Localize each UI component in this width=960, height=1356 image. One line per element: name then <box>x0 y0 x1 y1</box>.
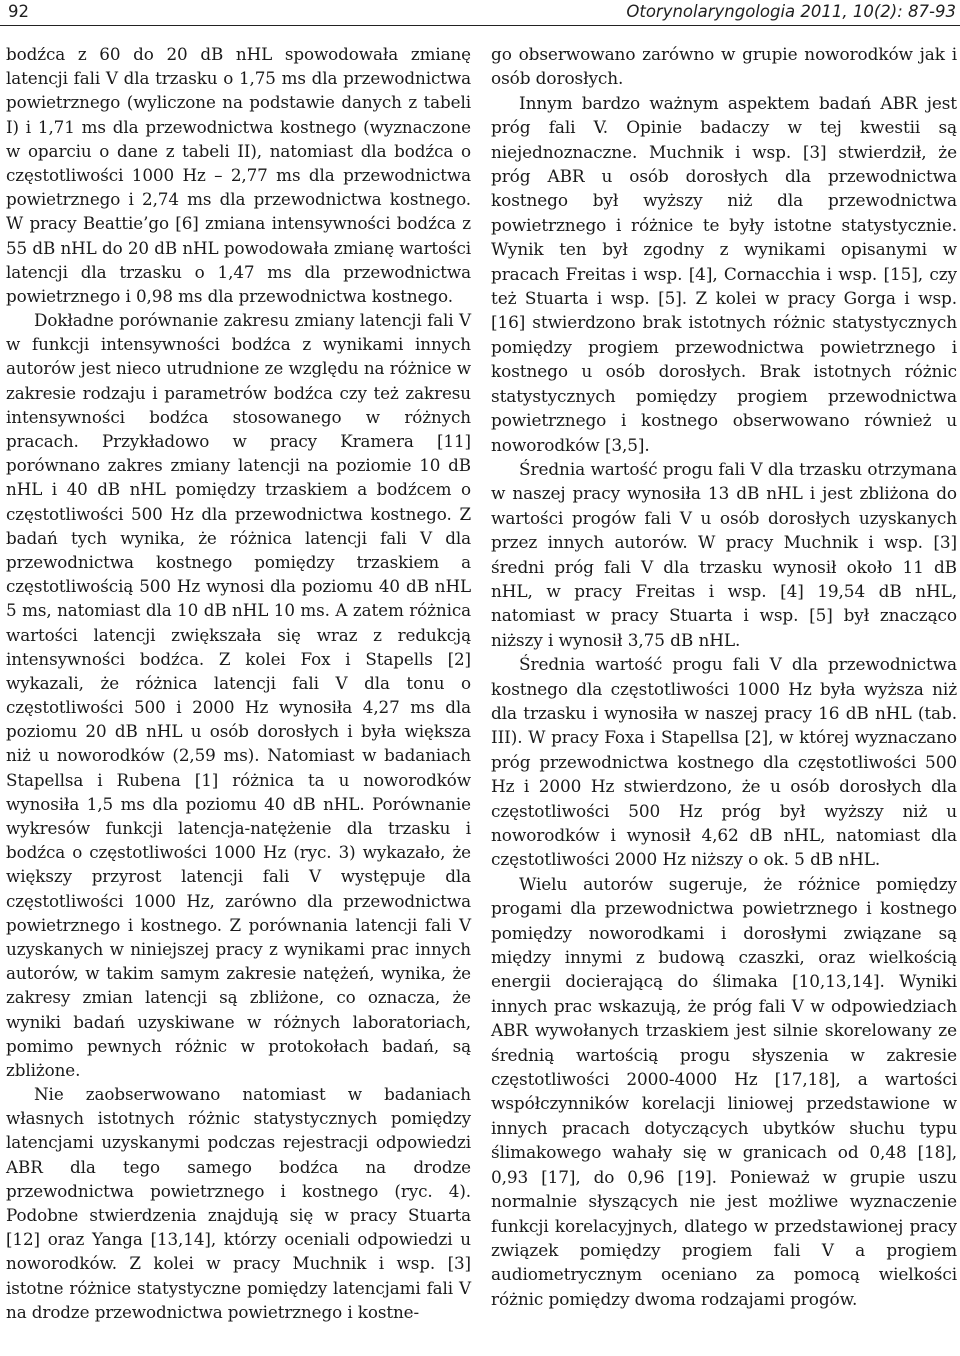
right-column <box>491 42 957 1311</box>
paragraph: Średnia wartość progu fali V dla przewodnictwa kostnego dla częstotliwości 1000 Hz była wyższa niż dla trzasku i wynosiła w naszej pracy 16 dB nHL (tab. III). W pracy Foxa i Stapellsa [2], w której wyznaczano próg przewodnictwa kostnego dla częstotliwości 500 Hz i 2000 Hz stwierdzono, że u osób dorosłych dla częstotliwości 500 Hz próg był wyższy niż u noworodków i wynosił 4,62 dB nHL, natomiast dla częstotliwości 2000 Hz niższy o ok. 5 dB nHL. <box>491 654 957 870</box>
left-column <box>6 42 471 1324</box>
paragraph: Nie zaobserwowano natomiast w badaniach własnych istotnych różnic statystycznych pomiędzy latencjami uzyskanymi podczas rejestracji odpowiedzi ABR dla tego samego bodźca na drodze przewodnictwa powietrznego i kostnego (ryc. 4). Podobne stwierdzenia znajdują się w pracy Stuarta [12] oraz Yanga [13,14], którzy oceniali odpowiedzi u noworodków. Z kolei w pracy Muchnik i wsp. [3] istotne różnice statystyczne pomiędzy latencjami fali V na drodze przewodnictwa powietrznego i kostne- <box>6 1084 471 1322</box>
paragraph: Dokładne porównanie zakresu zmiany latencji fali V w funkcji intensywności bodźca z wynikami innych autorów jest nieco utrudnione ze względu na różnice w zakresie rodzaju i parametrów bodźca czy też zakresu intensywności bodźca stosowanego w różnych pracach. Przykładowo w pracy Kramera [11] porównano zakres zmiany latencji na poziomie 10 dB nHL i 40 dB nHL pomiędzy trzaskiem a bodźcem o częstotliwości 500 Hz dla przewodnictwa kostnego. Z badań tych wynika, że różnica latencji fali V dla przewodnictwa kostnego pomiędzy trzaskiem a częstotliwością 500 Hz wynosi dla poziomu 40 dB nHL 5 ms, natomiast dla 10 dB nHL 10 ms. A zatem różnica wartości latencji zwiększała się wraz z redukcją intensywności bodźca. Z kolei Fox i Stapells [2] wykazali, że różnica latencji fali V dla tonu o częstotliwości 500 i 2000 Hz wynosiła 4,27 ms dla poziomu 20 dB nHL u osób dorosłych i była większa niż u noworodków (2,59 ms). Natomiast w badaniach Stapellsa i Rubena [1] różnica ta u noworodków wynosiła 1,5 ms dla poziomu 40 dB nHL. Porównanie wykresów funkcji latencja-natężenie dla trzasku i bodźca o częstotliwości 1000 Hz (ryc. 3) wykazało, że większy przyrost latencji fali V występuje dla częstotliwości 1000 Hz, zarówno dla przewodnictwa powietrznego i kostnego. Z porównania latencji fali V uzyskanych w niniejszej pracy z wynikami prac innych autorów, w takim samym zakresie natężeń, wynika, że zakresy zmian latencji są zbliżone, co oznacza, że wyniki badań uzyskiwane w różnych laboratoriach, pomimo pewnych różnic w protokołach badań, są zbliżone. <box>6 310 471 1080</box>
journal-citation: Otorynolaryngologia 2011, 10(2): 87-93 <box>626 2 956 21</box>
paragraph: bodźca z 60 do 20 dB nHL spowodowała zmianę latencji fali V dla trzasku o 1,75 ms dla przewodnictwa powietrznego (wyliczone na podstawie danych z tabeli I) i 1,71 ms dla przewodnictwa kostnego (wyznaczone w oparciu o dane z tabeli II), natomiast dla bodźca o częstotliwości 1000 Hz – 2,77 ms dla przewodnictwa powietrznego i 2,74 ms dla przewodnictwa kostnego. W pracy Beattie’go [6] zmiana intensywności bodźca z 55 dB nHL do 20 dB nHL powodowała zmianę wartości latencji dla trzasku o 1,47 ms dla przewodnictwa powietrznego i 0,98 ms dla przewodnictwa kostnego. <box>6 44 471 306</box>
paragraph: go obserwowano zarówno w grupie noworodków jak i osób dorosłych. <box>491 44 957 89</box>
paragraph: Średnia wartość progu fali V dla trzasku otrzymana w naszej pracy wynosiła 13 dB nHL i jest zbliżona do wartości progów fali V u osób dorosłych uzyskanych przez innych autorów. W pracy Muchnik i wsp. [3] średni próg fali V dla trzasku wynosił około 11 dB nHL, w pracy Freitas i wsp. [4] 19,54 dB nHL, natomiast w pracy Stuarta i wsp. [5] był znacząco niższy i wynosił 3,75 dB nHL. <box>491 458 957 650</box>
page-number: 92 <box>8 2 29 21</box>
running-header <box>0 0 960 24</box>
header-rule <box>0 25 960 26</box>
paragraph: Wielu autorów sugeruje, że różnice pomiędzy progami dla przewodnictwa powietrznego i kostnego pomiędzy noworodkami i dorosłymi związane są między innymi z budową czaszki, oraz wielkością energii docierającą do ślimaka [10,13,14]. Wyniki innych prac wskazują, że próg fali V w odpowiedziach ABR wywołanych trzaskiem jest silnie skorelowany ze średnią wartością progu słyszenia w zakresie częstotliwości 2000-4000 Hz [17,18], a wartości współczynników korelacji liniowej przedstawione w innych pracach dotyczących ubytków słuchu typu ślimakowego wahały się w granicach od 0,48 [18], 0,93 [17], do 0,96 [19]. Ponieważ w grupie uszu normalnie słyszących nie jest możliwe wyznaczenie funkcji korelacyjnych, dlatego w przedstawionej pracy związek pomiędzy progiem fali V a progiem audiometrycznym oceniano za pomocą wielkości różnic pomiędzy dwoma rodzajami progów. <box>491 873 957 1309</box>
paragraph: Innym bardzo ważnym aspektem badań ABR jest próg fali V. Opinie badaczy w tej kwestii są niejednoznaczne. Muchnik i wsp. [3] stwierdził, że próg ABR u osób dorosłych dla przewodnictwa kostnego był wyższy niż dla przewodnictwa powietrznego i różnice te były istotne statystycznie. Wynik ten był zgodny z wynikami opisanymi w pracach Freitas i wsp. [4], Cornacchia i wsp. [15], czy też Stuarta i wsp. [5]. Z kolei w pracy Gorga i wsp. [16] stwierdzono brak istotnych różnic statystycznych pomiędzy progiem przewodnictwa powietrznego i kostnego u osób dorosłych. Brak istotnych różnic statystycznych pomiędzy progiem przewodnictwa powietrznego i kostnego obserwowano również u noworodków [3,5]. <box>491 92 957 455</box>
